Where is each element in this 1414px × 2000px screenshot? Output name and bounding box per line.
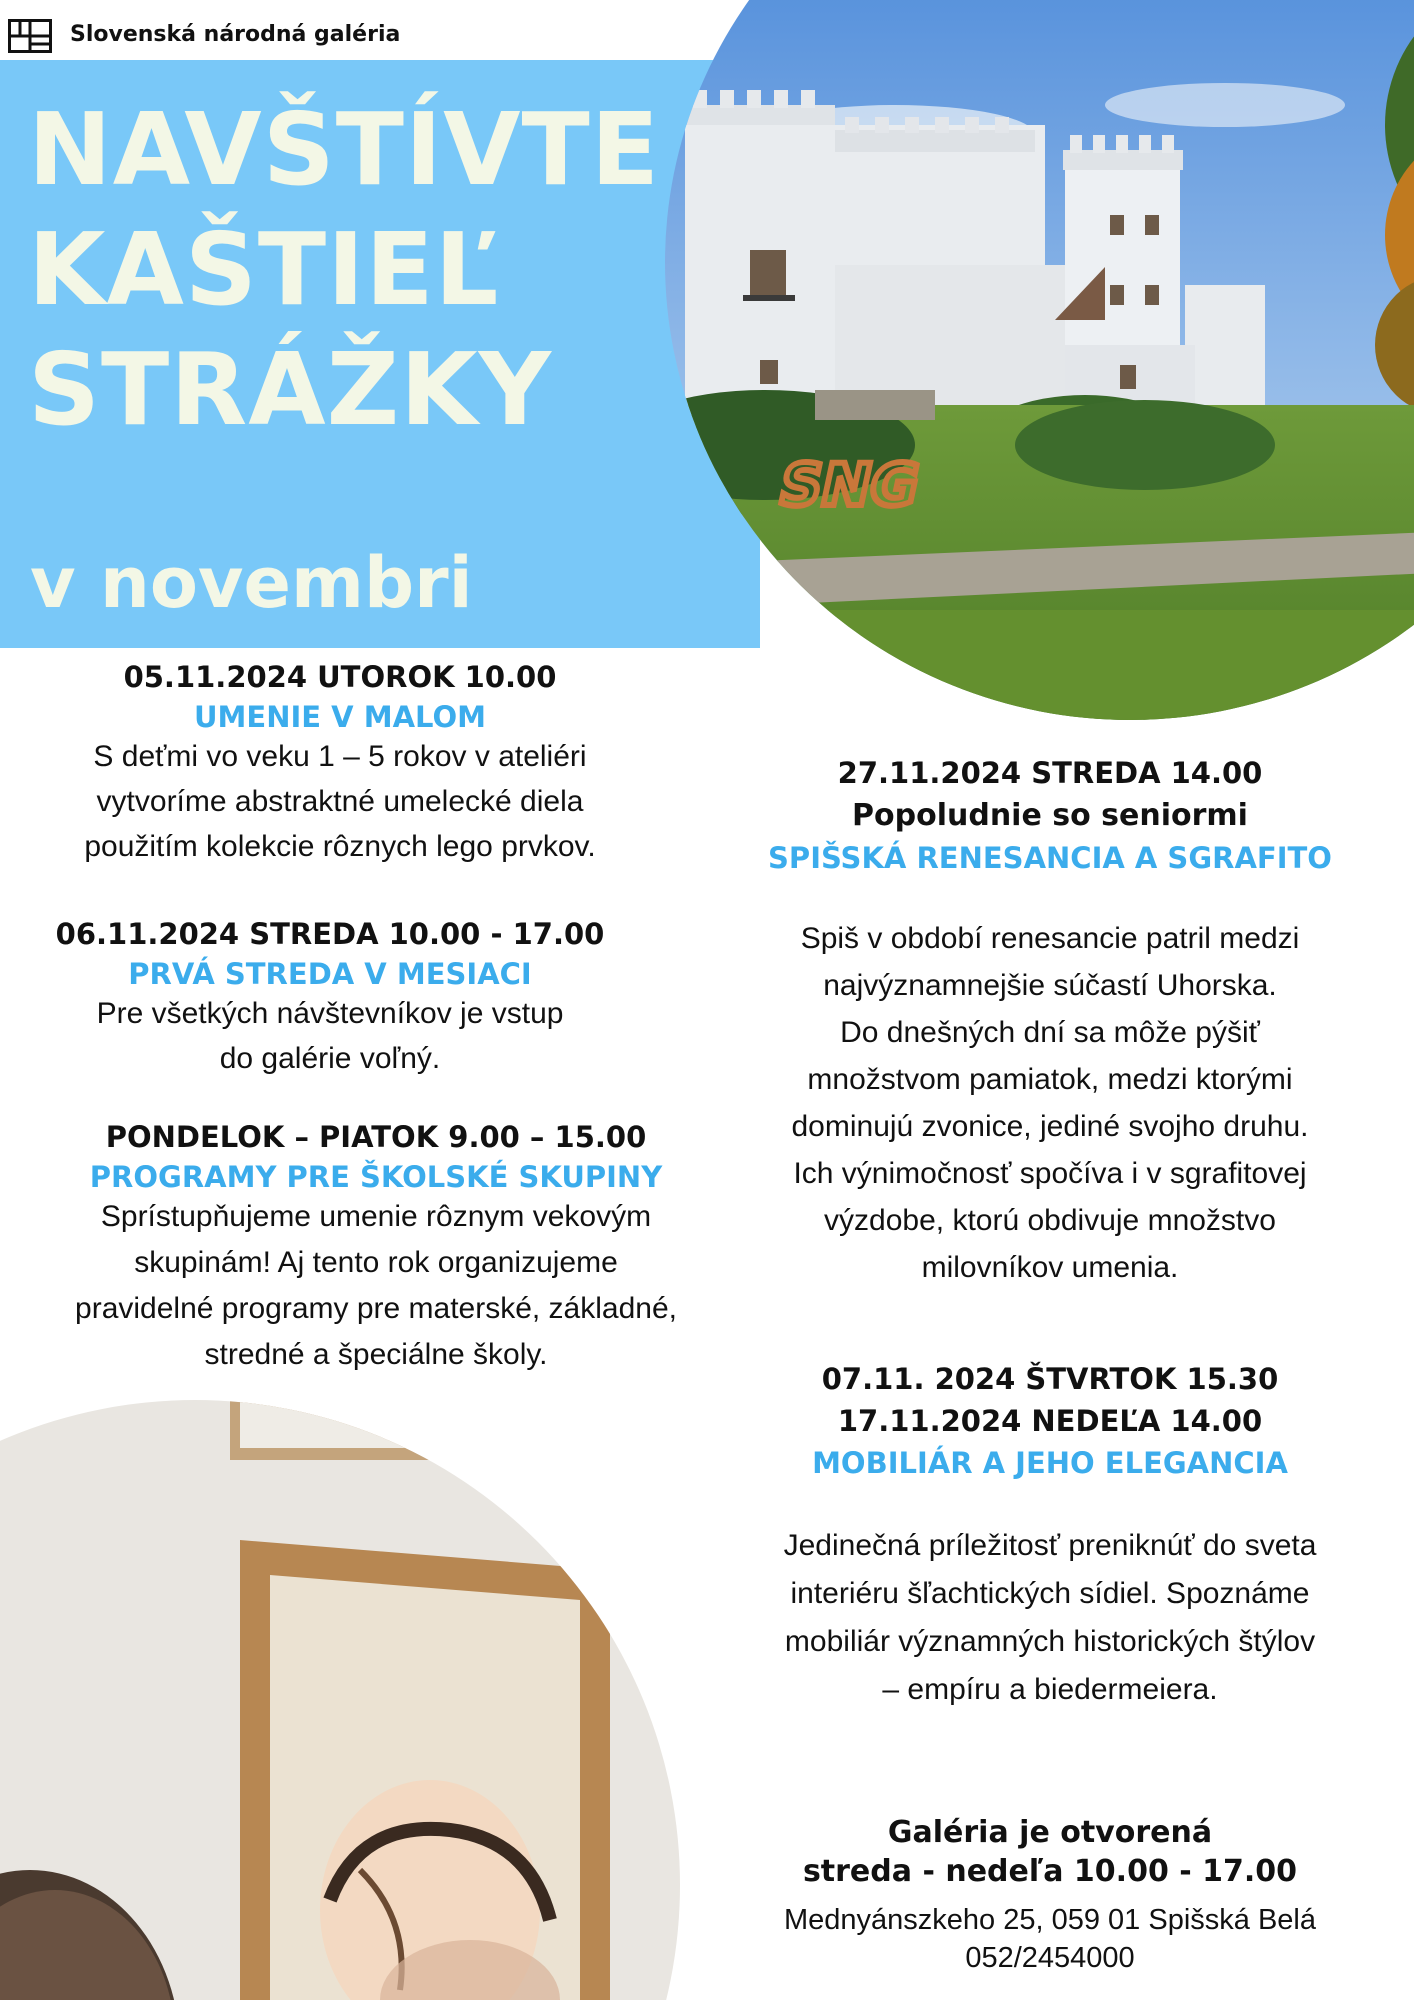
- description-line: najvýznamnejšie súčastí Uhorska.: [823, 969, 1277, 1002]
- event-date: 05.11.2024 UTOROK 10.00: [123, 660, 557, 694]
- description-line: milovníkov umenia.: [921, 1251, 1179, 1284]
- description-line: vytvoríme abstraktné umelecké diela: [96, 785, 584, 818]
- description-line: Jedinečná príležitosť preniknúť do sveta: [783, 1529, 1317, 1562]
- hero-title-line: KAŠTIEĽ: [28, 211, 500, 328]
- phone: 052/2454000: [965, 1942, 1135, 1974]
- event-title: MOBILIÁR A JEHO ELEGANCIA: [812, 1446, 1288, 1480]
- castle-photo: [665, 0, 1414, 720]
- event-description: [8, 1194, 744, 1378]
- description-line: použitím kolekcie rôznych lego prvkov.: [84, 830, 596, 863]
- event-title: PRVÁ STREDA V MESIACI: [128, 957, 532, 991]
- gallery-visitor-photo: [0, 1400, 680, 2000]
- event-description: [20, 991, 640, 1081]
- event-prva-streda: [20, 917, 640, 1081]
- hero-title: [28, 91, 661, 460]
- description-line: Do dnešných dní sa môže pýšiť: [840, 1016, 1260, 1049]
- description-line: – empíru a biedermeiera.: [882, 1673, 1218, 1706]
- address: Mednyánszkeho 25, 059 01 Spišská Belá: [783, 1904, 1316, 1936]
- description-line: Spiš v období renesancie patril medzi: [800, 922, 1300, 955]
- organization-name: Slovenská národná galéria: [70, 22, 401, 47]
- event-title: PROGRAMY PRE ŠKOLSKÉ SKUPINY: [89, 1160, 663, 1194]
- event-date: 06.11.2024 STREDA 10.00 - 17.00: [55, 917, 605, 951]
- description-line: S deťmi vo veku 1 – 5 rokov v ateliéri: [93, 740, 587, 773]
- event-mobiliar: [700, 1362, 1400, 1714]
- event-description: [700, 1522, 1400, 1714]
- description-line: množstvom pamiatok, medzi ktorými: [807, 1063, 1293, 1096]
- opening-label: Galéria je otvorená: [887, 1815, 1213, 1850]
- description-line: Ich výnimočnosť spočíva i v sgrafitovej: [793, 1157, 1307, 1190]
- hero-title-line: STRÁŽKY: [28, 331, 553, 448]
- event-seniori: [700, 756, 1400, 1291]
- event-date: 27.11.2024 STREDA 14.00: [837, 756, 1263, 790]
- opening-hours: streda - nedeľa 10.00 - 17.00: [802, 1854, 1298, 1889]
- event-description: [700, 915, 1400, 1291]
- description-line: Pre všetkých návštevníkov je vstup: [96, 997, 564, 1030]
- description-line: do galérie voľný.: [219, 1042, 441, 1075]
- description-line: dominujú zvonice, jediné svojho druhu.: [791, 1110, 1309, 1143]
- description-line: výzdobe, ktorú obdivuje množstvo: [824, 1204, 1276, 1237]
- description-line: mobiliár významných historických štýlov: [784, 1625, 1316, 1658]
- description-line: skupinám! Aj tento rok organizujeme: [134, 1246, 618, 1279]
- description-line: Sprístupňujeme umenie rôznym vekovým: [100, 1200, 652, 1233]
- hero-title-line: NAVŠTÍVTE: [28, 91, 661, 208]
- description-line: stredné a špeciálne školy.: [204, 1338, 548, 1371]
- event-date: PONDELOK – PIATOK 9.00 – 15.00: [105, 1120, 647, 1154]
- event-date: 07.11. 2024 ŠTVRTOK 15.30: [821, 1362, 1279, 1396]
- opening-info: [700, 1815, 1400, 1977]
- hero-subtitle: v novembri: [30, 542, 473, 624]
- event-description: [20, 734, 660, 869]
- description-line: pravidelné programy pre materské, základné,: [75, 1292, 677, 1325]
- svg-text:SNG: SNG: [773, 451, 926, 519]
- sng-logo-icon: [8, 19, 52, 53]
- event-date: 17.11.2024 NEDEĽA 14.00: [837, 1404, 1263, 1438]
- event-title: SPIŠSKÁ RENESANCIA A SGRAFITO: [768, 841, 1332, 875]
- description-line: interiéru šľachtických sídiel. Spoznáme: [790, 1577, 1310, 1610]
- event-skolske-skupiny: [8, 1120, 744, 1378]
- event-title: UMENIE V MALOM: [194, 700, 486, 734]
- event-umenie-v-malom: [20, 660, 660, 869]
- event-subtitle: Popoludnie so seniormi: [852, 798, 1248, 833]
